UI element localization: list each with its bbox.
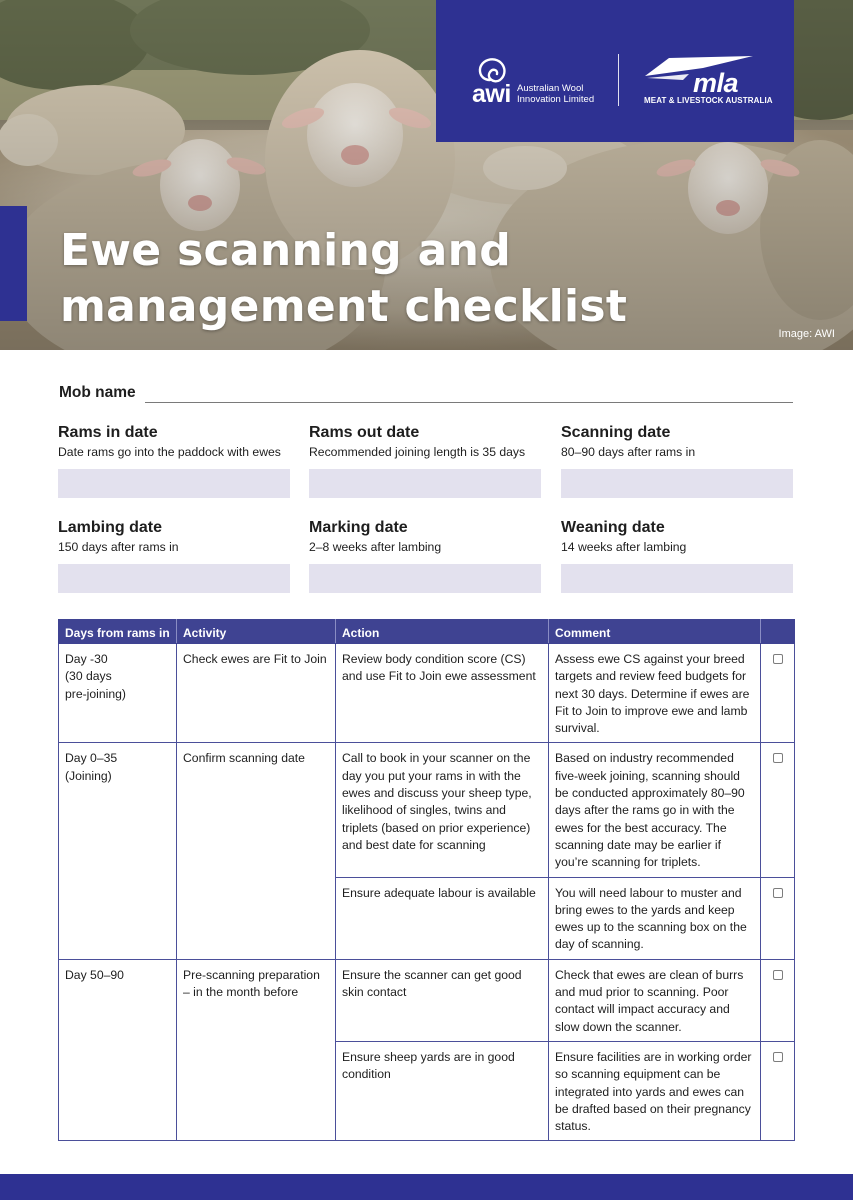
- header-check: [761, 620, 795, 644]
- awi-logo-text: awi: [472, 80, 511, 108]
- marking-date-field: [309, 518, 541, 555]
- check-cell: [761, 1041, 795, 1140]
- rams-out-date-input[interactable]: [309, 469, 541, 498]
- scanning-date-field: [561, 423, 793, 460]
- action-cell: Ensure the scanner can get good skin contact: [336, 959, 549, 1041]
- field-description: Date rams go into the paddock with ewes: [58, 445, 281, 459]
- comment-cell: Assess ewe CS against your breed targets and review feed budgets for next 30 days. Determine if ewes are Fit to Join to improve ewe and lamb survival.: [549, 644, 761, 743]
- field-description: 80–90 days after rams in: [561, 445, 696, 459]
- mla-logo-text: mla: [693, 68, 739, 98]
- weaning-date-field: [561, 518, 793, 555]
- rams-in-date-field: [58, 423, 290, 460]
- field-title: Scanning date: [561, 424, 671, 441]
- comment-cell: Based on industry recommended five-week joining, scanning should be conducted approximately 80–90 days after the rams go in with the ewes for the best accuracy. The scanning date may be earlier if you’re scanning for triplets.: [549, 743, 761, 877]
- field-title: Rams out date: [309, 424, 420, 441]
- action-cell: Ensure sheep yards are in good condition: [336, 1041, 549, 1140]
- check-cell: [761, 743, 795, 877]
- days-cell: Day 50–90: [59, 959, 177, 1141]
- check-cell: [761, 959, 795, 1041]
- field-description: 2–8 weeks after lambing: [309, 540, 442, 554]
- check-cell: [761, 877, 795, 959]
- awi-logo-name: [517, 83, 594, 105]
- rams-in-date-input[interactable]: [58, 469, 290, 498]
- comment-cell: Ensure facilities are in working order so scanning equipment can be integrated into yards and ewes can be drafted based on their pregnancy status.: [549, 1041, 761, 1140]
- scanning-date-input[interactable]: [561, 469, 793, 498]
- checklist-table: [58, 619, 795, 1141]
- table-row: [59, 959, 795, 1041]
- field-title: Rams in date: [58, 424, 158, 441]
- days-cell: Day 0–35 (Joining): [59, 743, 177, 959]
- checkbox[interactable]: [773, 888, 783, 898]
- comment-cell: You will need labour to muster and bring ewes to the yards and keep ewes up to the scanning box on the day of scanning.: [549, 877, 761, 959]
- rams-out-date-field: [309, 423, 541, 460]
- field-title: Weaning date: [561, 519, 665, 536]
- image-credit: Image: AWI: [778, 328, 835, 340]
- activity-cell: Pre-scanning preparation – in the month before: [177, 959, 336, 1141]
- table-row: [59, 743, 795, 877]
- header-days: Days from rams in: [59, 620, 177, 644]
- checkbox[interactable]: [773, 654, 783, 664]
- field-title: Lambing date: [58, 519, 163, 536]
- mob-name-label: Mob name: [59, 384, 136, 401]
- checkbox[interactable]: [773, 753, 783, 763]
- marking-date-input[interactable]: [309, 564, 541, 593]
- table-header-row: [59, 620, 795, 644]
- title-line-1: Ewe scanning and: [60, 225, 512, 276]
- field-description: Recommended joining length is 35 days: [309, 445, 526, 459]
- table-row: [59, 644, 795, 743]
- footer-bar: [0, 1174, 853, 1200]
- field-title: Marking date: [309, 519, 408, 536]
- logo-divider: [618, 54, 619, 106]
- header-action: Action: [336, 620, 549, 644]
- activity-cell: Confirm scanning date: [177, 743, 336, 959]
- header-activity: Activity: [177, 620, 336, 644]
- header-comment: Comment: [549, 620, 761, 644]
- check-cell: [761, 644, 795, 743]
- days-cell: Day -30 (30 days pre-joining): [59, 644, 177, 743]
- mla-logo-subtitle: MEAT & LIVESTOCK AUSTRALIA: [644, 96, 773, 105]
- lambing-date-field: [58, 518, 290, 555]
- lambing-date-input[interactable]: [58, 564, 290, 593]
- page-title: [60, 223, 760, 335]
- action-cell: Review body condition score (CS) and use Fit to Join ewe assessment: [336, 644, 549, 743]
- comment-cell: Check that ewes are clean of burrs and mud prior to scanning. Poor contact will impact accuracy and slow down the scanner.: [549, 959, 761, 1041]
- checkbox[interactable]: [773, 970, 783, 980]
- accent-bar: [0, 206, 27, 321]
- activity-cell: Check ewes are Fit to Join: [177, 644, 336, 743]
- awi-name-line-2: Innovation Limited: [517, 94, 595, 105]
- action-cell: Ensure adequate labour is available: [336, 877, 549, 959]
- title-line-2: management checklist: [60, 281, 628, 332]
- checkbox[interactable]: [773, 1052, 783, 1062]
- weaning-date-input[interactable]: [561, 564, 793, 593]
- awi-name-line-1: Australian Wool: [517, 83, 584, 94]
- action-cell: Call to book in your scanner on the day you put your rams in with the ewes and discuss your sheep type, likelihood of singles, twins and triplets (based on prior experience) and best date for scanning: [336, 743, 549, 877]
- field-description: 14 weeks after lambing: [561, 540, 687, 554]
- mob-name-input-line[interactable]: [145, 402, 793, 403]
- field-description: 150 days after rams in: [58, 540, 179, 554]
